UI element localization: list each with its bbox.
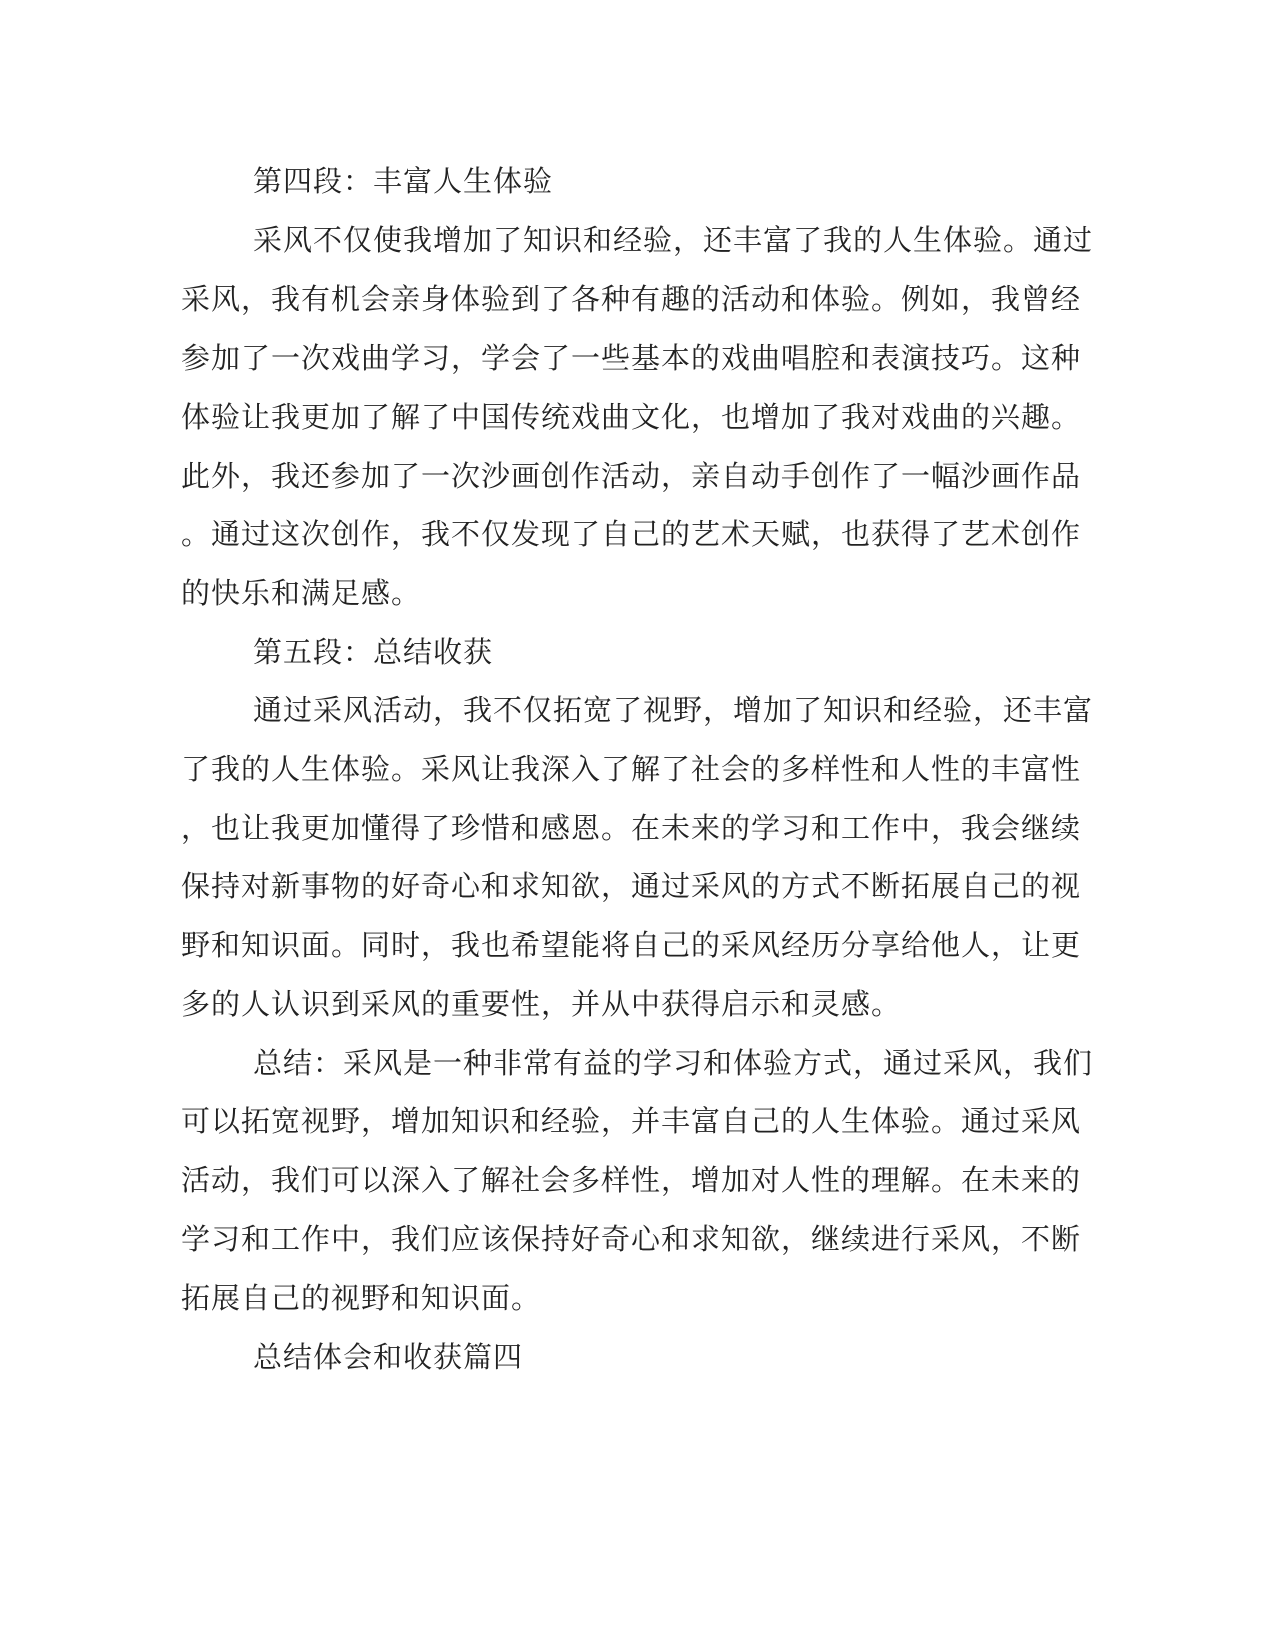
paragraph-line: 此外，我还参加了一次沙画创作活动，亲自动手创作了一幅沙画作品 <box>181 459 1082 493</box>
paragraph-line: 通过采风活动，我不仅拓宽了视野，增加了知识和经验，还丰富 <box>253 693 1094 727</box>
paragraph-line: 体验让我更加了解了中国传统戏曲文化，也增加了我对戏曲的兴趣。 <box>181 400 1082 434</box>
paragraph-line: 。通过这次创作，我不仅发现了自己的艺术天赋，也获得了艺术创作 <box>181 517 1082 551</box>
paragraph-line: 活动，我们可以深入了解社会多样性，增加对人性的理解。在未来的 <box>181 1163 1082 1197</box>
paragraph-line: ，也让我更加懂得了珍惜和感恩。在未来的学习和工作中，我会继续 <box>181 811 1082 845</box>
paragraph-line: 采风，我有机会亲身体验到了各种有趣的活动和体验。例如，我曾经 <box>181 282 1082 316</box>
paragraph-line: 可以拓宽视野，增加知识和经验，并丰富自己的人生体验。通过采风 <box>181 1104 1082 1138</box>
section-title: 总结体会和收获篇四 <box>253 1340 524 1374</box>
paragraph-line: 保持对新事物的好奇心和求知欲，通过采风的方式不断拓展自己的视 <box>181 869 1082 903</box>
paragraph-line: 野和知识面。同时，我也希望能将自己的采风经历分享给他人，让更 <box>181 928 1082 962</box>
paragraph-line: 采风不仅使我增加了知识和经验，还丰富了我的人生体验。通过 <box>253 223 1094 257</box>
paragraph-line: 拓展自己的视野和知识面。 <box>181 1281 542 1315</box>
paragraph-line: 参加了一次戏曲学习，学会了一些基本的戏曲唱腔和表演技巧。这种 <box>181 341 1082 375</box>
section-heading: 第五段：总结收获 <box>253 635 494 669</box>
paragraph-line: 多的人认识到采风的重要性，并从中获得启示和灵感。 <box>181 987 902 1021</box>
section-heading: 第四段：丰富人生体验 <box>253 164 554 198</box>
paragraph-line: 总结：采风是一种非常有益的学习和体验方式，通过采风，我们 <box>253 1046 1094 1080</box>
paragraph-line: 的快乐和满足感。 <box>181 576 422 610</box>
paragraph-line: 学习和工作中，我们应该保持好奇心和求知欲，继续进行采风，不断 <box>181 1222 1082 1256</box>
paragraph-line: 了我的人生体验。采风让我深入了解了社会的多样性和人性的丰富性 <box>181 752 1082 786</box>
